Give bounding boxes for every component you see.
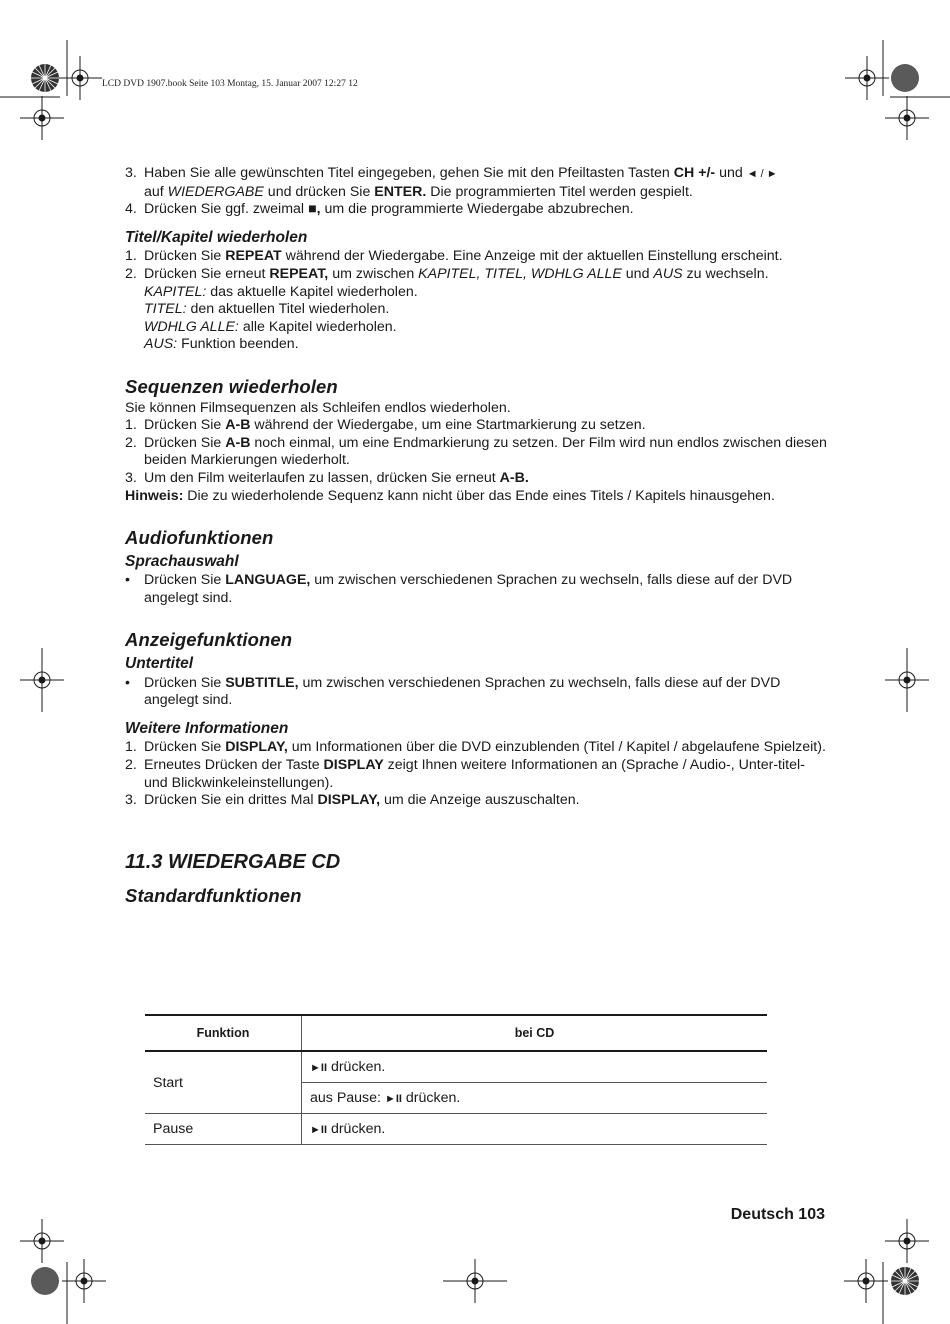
paragraph: Sie können Filmsequenzen als Schleifen endlos wiederholen. — [125, 399, 511, 416]
starburst-icon — [31, 64, 59, 92]
stop-icon: ■, — [308, 201, 321, 218]
starburst-icon — [891, 1267, 919, 1295]
crosshair-icon — [885, 648, 929, 712]
option-line: AUS: Funktion beenden. — [144, 336, 299, 353]
hint: Hinweis: Die zu wiederholende Sequenz kann nicht über das Ende eines Titels / Kapitels hinausgehen. — [125, 487, 775, 504]
crosshair-icon — [20, 1219, 64, 1263]
gray-disc-icon — [31, 1267, 59, 1295]
crosshair-icon — [885, 96, 929, 140]
crosshair-icon — [845, 56, 889, 100]
subsection-heading: Weitere Informationen — [125, 719, 289, 737]
page-content — [125, 165, 827, 909]
crosshair-icon — [844, 1259, 888, 1303]
section-heading: Titel/Kapitel wiederholen — [125, 228, 308, 246]
option-line: WDHLG ALLE: alle Kapitel wiederholen. — [144, 318, 397, 335]
list-item: 4. Drücken Sie ggf. zweimal ■, um die programmierte Wiedergabe abzubrechen. — [125, 201, 634, 218]
table-header-row — [145, 1015, 767, 1051]
list-item: 2. Erneutes Drücken der Taste DISPLAY zeigt Ihnen weitere Informationen an (Sprache / Audio-, Unter-titel- und Blickwinkeleinstellungen). — [125, 757, 805, 791]
section-heading: Standardfunktionen — [125, 885, 302, 907]
gray-disc-icon — [891, 64, 919, 92]
list-item: • Drücken Sie LANGUAGE, um zwischen verschiedenen Sprachen zu wechseln, falls diese auf der DVD angelegt sind. — [125, 572, 793, 606]
section-heading: Audiofunktionen — [125, 527, 274, 549]
list-item: 2. Drücken Sie erneut REPEAT, um zwischen KAPITEL, TITEL, WDHLG ALLE und AUS zu wechseln. — [125, 265, 769, 282]
column-header: bei CD — [302, 1015, 768, 1051]
print-header: LCD DVD 1907.book Seite 103 Montag, 15. Januar 2007 12:27 12 — [102, 79, 358, 89]
play-pause-icon: ►II — [384, 1093, 402, 1105]
section-heading: Sequenzen wiederholen — [125, 375, 338, 397]
list-item: 2. Drücken Sie A-B noch einmal, um eine Endmarkierung zu setzen. Der Film wird nun endlos zwischen diesen beiden Markierungen wiederholt. — [125, 434, 827, 469]
option-line: KAPITEL: das aktuelle Kapitel wiederholen. — [144, 283, 418, 300]
page-footer: Deutsch 103 — [730, 1206, 825, 1223]
subsection-heading: Untertitel — [125, 655, 194, 673]
subsection-heading: Sprachauswahl — [125, 552, 239, 570]
column-header: Funktion — [145, 1015, 302, 1051]
crosshair-icon — [58, 56, 102, 100]
list-item: 3. Haben Sie alle gewünschten Titel eingegeben, gehen Sie mit den Pfeiltasten Tasten CH +/- und ◄ / ► auf WIEDERGABE und drücken Sie ENTER. Die programmierten Titel werden gespielt. — [125, 165, 778, 200]
play-pause-icon: ►II — [310, 1062, 327, 1074]
function-table — [145, 1014, 767, 1145]
table-cell: ►II drücken. — [302, 1051, 768, 1083]
option-line: TITEL: den aktuellen Titel wiederholen. — [144, 301, 390, 318]
table-cell: Start — [145, 1051, 302, 1114]
crosshair-icon — [20, 96, 64, 140]
list-item: 1. Drücken Sie A-B während der Wiedergabe, um eine Startmarkierung zu setzen. — [125, 417, 646, 434]
list-item: • Drücken Sie SUBTITLE, um zwischen verschiedenen Sprachen zu wechseln, falls diese auf der DVD angelegt sind. — [125, 674, 781, 709]
chapter-heading: 11.3 WIEDERGABE CD — [125, 850, 341, 873]
crosshair-icon — [62, 1259, 106, 1303]
table-row — [145, 1051, 767, 1083]
section-heading: Anzeigefunktionen — [125, 629, 293, 651]
arrow-keys-icon: ◄ / ► — [746, 168, 778, 180]
table-cell: Pause — [145, 1114, 302, 1145]
table-cell: aus Pause: ►II drücken. — [302, 1083, 768, 1114]
crosshair-icon — [885, 1219, 929, 1263]
crosshair-icon — [443, 1259, 507, 1303]
list-item: 3. Drücken Sie ein drittes Mal DISPLAY, um die Anzeige auszuschalten. — [125, 792, 580, 809]
list-item: 1. Drücken Sie DISPLAY, um Informationen über die DVD einzublenden (Titel / Kapitel / abgelaufene Spielzeit). — [125, 739, 826, 756]
crosshair-icon — [20, 648, 64, 712]
list-item: 1. Drücken Sie REPEAT während der Wiedergabe. Eine Anzeige mit der aktuellen Einstellung erscheint. — [125, 248, 783, 265]
list-item: 3. Um den Film weiterlaufen zu lassen, drücken Sie erneut A-B. — [125, 469, 529, 486]
table-row — [145, 1114, 767, 1145]
table-cell: ►II drücken. — [302, 1114, 768, 1145]
play-pause-icon: ►II — [310, 1124, 327, 1136]
